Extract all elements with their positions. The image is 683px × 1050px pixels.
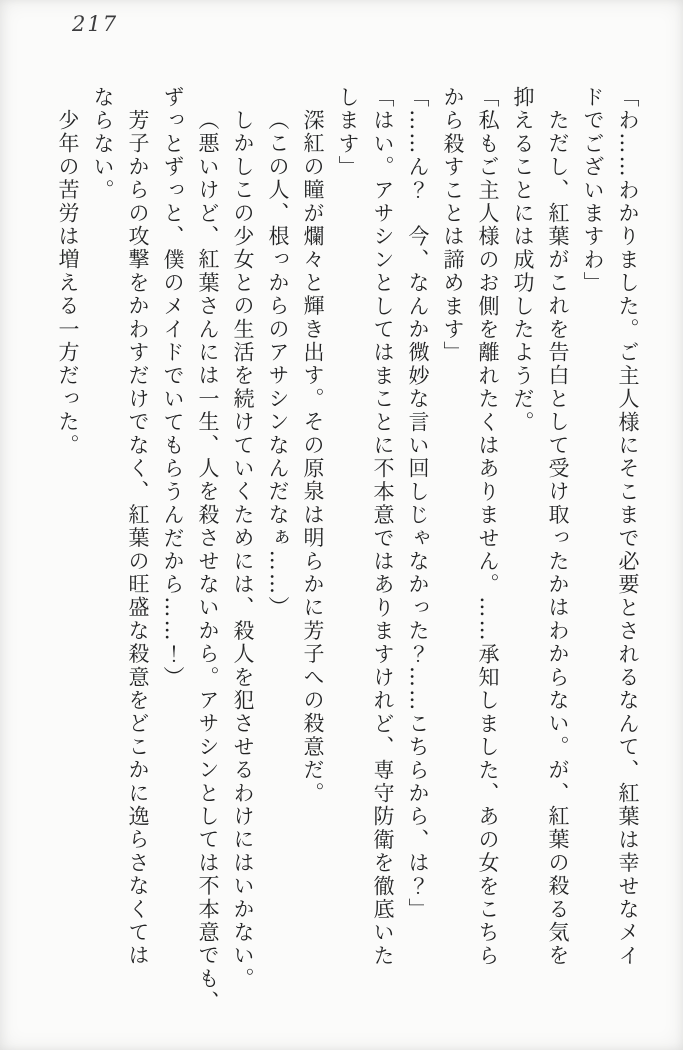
- text-column: から殺すことは諦めます」: [441, 86, 465, 365]
- text-column: ただし、紅葉がこれを告白として受け取ったかはわからない。が、紅葉の殺る気を: [546, 109, 570, 968]
- text-column: ならない。: [91, 86, 115, 202]
- text-column: 少年の苦労は増える一方だった。: [56, 109, 80, 457]
- page-text: [50, 86, 645, 1016]
- text-column: 「わ……わかりました。ご主人様にそこまで必要とされるなんて、紅葉は幸せなメイ: [616, 86, 640, 968]
- text-column: 抑えることには成功したようだ。: [511, 86, 535, 434]
- text-column: します」: [336, 86, 360, 179]
- text-column: （悪いけど、紅葉さんには一生、人を殺させないから。アサシンとしては不本意でも、: [196, 109, 220, 1014]
- text-column: 芳子からの攻撃をかわすだけでなく、紅葉の旺盛な殺意をどこかに逸らさなくては: [126, 109, 150, 968]
- text-column: 「はい。アサシンとしてはまことに不本意ではありますけれど、専守防衛を徹底いた: [371, 86, 395, 968]
- page-number: 217: [72, 12, 119, 36]
- text-column: 「……ん？ 今、なんか微妙な言い回しじゃなかった？……こちらから、は？」: [406, 86, 430, 922]
- text-column: ずっとずっと、僕のメイドでいてもらうんだから……！）: [161, 86, 185, 690]
- text-column: ドでございますわ」: [581, 86, 605, 295]
- text-column: 「私もご主人様のお側を離れたくはありません。……承知しました、あの女をこちら: [476, 86, 500, 968]
- text-column: しかしこの少女との生活を続けていくためには、殺人を犯させるわけにはいかない。: [231, 109, 255, 991]
- text-column: （この人、根っからのアサシンなんだなぁ……）: [266, 109, 290, 620]
- text-column: 深紅の瞳が爛々と輝き出す。その原泉は明らかに芳子への殺意だ。: [301, 109, 325, 805]
